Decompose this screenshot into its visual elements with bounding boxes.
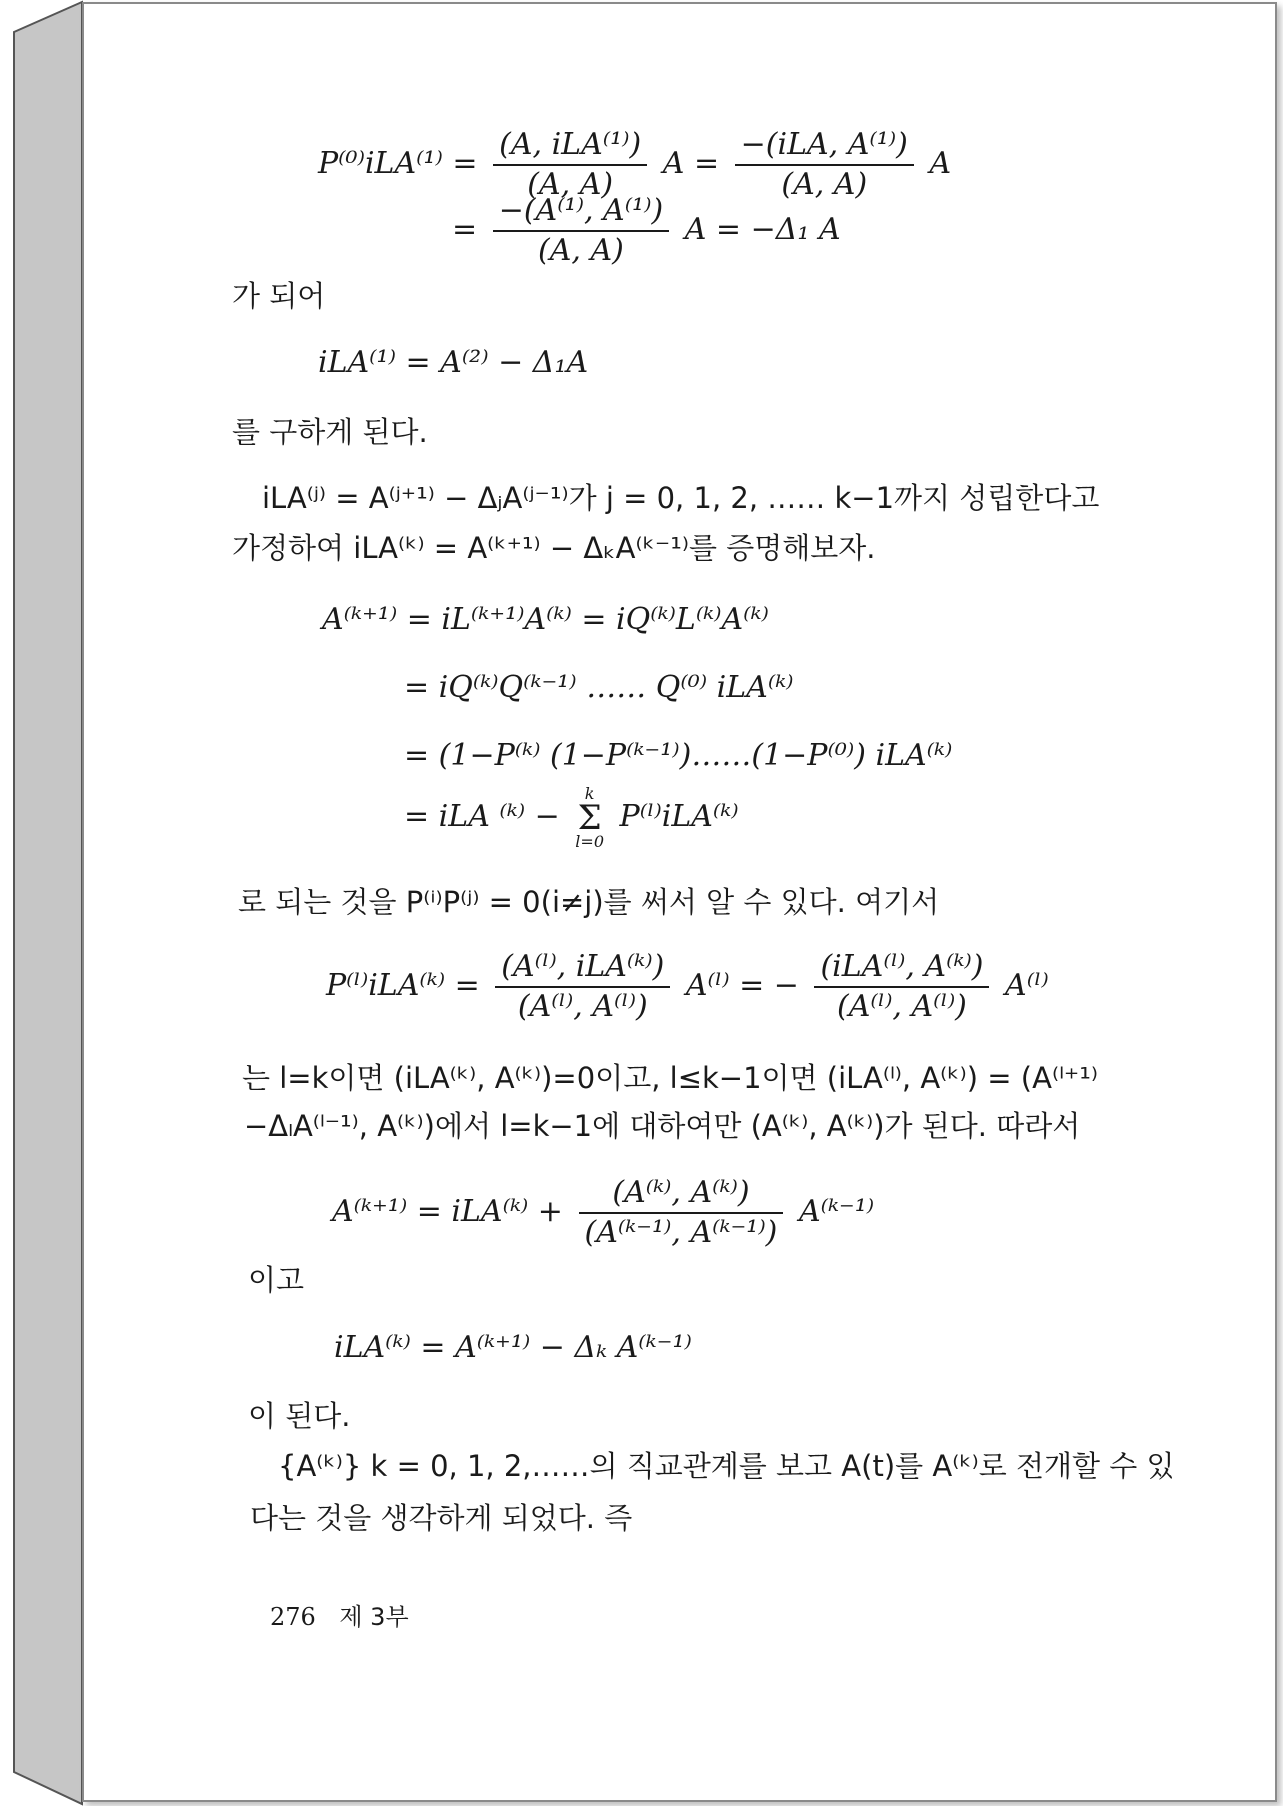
- eq1b-tail: A = −Δ₁ A: [684, 212, 841, 247]
- sum-lower-limit: l=0: [575, 832, 604, 851]
- sum-upper-limit: k: [584, 784, 595, 803]
- eq4-frac1-denominator: (A⁽ˡ⁾, A⁽ˡ⁾): [517, 989, 648, 1024]
- eq5-lhs: A⁽ᵏ⁺¹⁾ = iLA⁽ᵏ⁾ +: [332, 1194, 563, 1229]
- eq4-mid: A⁽ˡ⁾ = −: [685, 968, 799, 1003]
- eq1-frac2-numerator: −(iLA, A⁽¹⁾): [735, 128, 914, 166]
- eq5-fraction: [579, 1176, 784, 1250]
- eq4-tail: A⁽ˡ⁾: [1005, 968, 1049, 1003]
- text-guhage: 를 구하게 된다.: [232, 415, 428, 449]
- eq1b-numerator: −(A⁽¹⁾, A⁽¹⁾): [493, 194, 669, 232]
- eq4-fraction-1: [495, 950, 670, 1024]
- eq4-lhs: P⁽ˡ⁾iLA⁽ᵏ⁾ =: [326, 968, 480, 1003]
- equation-3-line-1: A⁽ᵏ⁺¹⁾ = iL⁽ᵏ⁺¹⁾A⁽ᵏ⁾ = iQ⁽ᵏ⁾L⁽ᵏ⁾A⁽ᵏ⁾: [322, 602, 769, 637]
- eq5-tail: A⁽ᵏ⁻¹⁾: [798, 1194, 875, 1229]
- equation-3-line-3: = (1−P⁽ᵏ⁾ (1−P⁽ᵏ⁻¹⁾)……(1−P⁽⁰⁾) iLA⁽ᵏ⁾: [404, 738, 953, 773]
- equation-5: [332, 1176, 874, 1250]
- page-footer: [270, 1598, 409, 1635]
- eq4-frac2-numerator: (iLA⁽ˡ⁾, A⁽ᵏ⁾): [814, 950, 989, 988]
- equation-1-line-2: [452, 194, 841, 268]
- equation-2: iLA⁽¹⁾ = A⁽²⁾ − Δ₁A: [318, 345, 589, 380]
- text-igo: 이고: [248, 1263, 305, 1297]
- text-idoenda: 이 된다.: [248, 1399, 351, 1433]
- eq1b-fraction: [493, 194, 669, 268]
- paragraph-1-line-1: iLA⁽ʲ⁾ = A⁽ʲ⁺¹⁾ − ΔⱼA⁽ʲ⁻¹⁾가 j = 0, 1, 2, …… k−1까지 성립한다고: [262, 481, 1100, 515]
- eq1-frac1-numerator: (A, iLA⁽¹⁾): [493, 128, 647, 166]
- eq1b-denominator: (A, A): [538, 233, 624, 268]
- paragraph-2: 로 되는 것을 P⁽ⁱ⁾P⁽ʲ⁾ = 0(i≠j)를 써서 알 수 있다. 여기서: [238, 885, 940, 919]
- eq3-l4-left: = iLA ⁽ᵏ⁾ −: [404, 799, 560, 834]
- eq1b-equals: =: [452, 212, 478, 247]
- eq1-lhs: P⁽⁰⁾iLA⁽¹⁾ =: [318, 146, 478, 181]
- eq5-denominator: (A⁽ᵏ⁻¹⁾, A⁽ᵏ⁻¹⁾): [584, 1215, 778, 1250]
- summation: [575, 786, 604, 850]
- page-number: 276: [270, 1603, 316, 1631]
- eq1-frac2-denominator: (A, A): [781, 167, 868, 202]
- eq1-frac1-denominator: (A, A): [527, 167, 614, 202]
- eq4-fraction-2: [814, 950, 989, 1024]
- paragraph-3-line-1: 는 l=k이면 (iLA⁽ᵏ⁾, A⁽ᵏ⁾)=0이고, l≤k−1이면 (iLA⁽ˡ⁾, A⁽ᵏ⁾) = (A⁽ˡ⁺¹⁾: [242, 1061, 1098, 1095]
- book-spine: [0, 0, 90, 1806]
- paragraph-1-line-2: 가정하여 iLA⁽ᵏ⁾ = A⁽ᵏ⁺¹⁾ − ΔₖA⁽ᵏ⁻¹⁾를 증명해보자.: [232, 531, 876, 565]
- sigma-symbol: Σ: [577, 798, 602, 838]
- equation-3-line-4: [404, 786, 739, 850]
- eq1-mid: A =: [662, 146, 720, 181]
- paragraph-4-line-1: {A⁽ᵏ⁾} k = 0, 1, 2,……의 직교관계를 보고 A(t)를 A⁽ᵏ⁾로 전개할 수 있: [278, 1449, 1175, 1483]
- equation-4: [326, 950, 1049, 1024]
- eq5-numerator: (A⁽ᵏ⁾, A⁽ᵏ⁾): [579, 1176, 784, 1214]
- eq4-frac1-numerator: (A⁽ˡ⁾, iLA⁽ᵏ⁾): [495, 950, 670, 988]
- equation-1-line-1: [318, 128, 951, 202]
- paragraph-3-line-2: −ΔₗA⁽ˡ⁻¹⁾, A⁽ᵏ⁾)에서 l=k−1에 대하여만 (A⁽ᵏ⁾, A⁽ᵏ⁾)가 된다. 따라서: [244, 1109, 1081, 1143]
- eq1-fraction-1: [493, 128, 647, 202]
- equation-3-line-2: = iQ⁽ᵏ⁾Q⁽ᵏ⁻¹⁾ …… Q⁽⁰⁾ iLA⁽ᵏ⁾: [404, 670, 794, 705]
- part-label: 제 3부: [339, 1603, 409, 1631]
- paragraph-4-line-2: 다는 것을 생각하게 되었다. 즉: [250, 1501, 633, 1535]
- eq3-l4-right: P⁽ˡ⁾iLA⁽ᵏ⁾: [619, 799, 739, 834]
- text-gadoe: 가 되어: [232, 279, 326, 313]
- eq1-tail: A: [929, 146, 952, 181]
- eq1-fraction-2: [735, 128, 914, 202]
- eq4-frac2-denominator: (A⁽ˡ⁾, A⁽ˡ⁾): [837, 989, 967, 1024]
- equation-6: iLA⁽ᵏ⁾ = A⁽ᵏ⁺¹⁾ − Δₖ A⁽ᵏ⁻¹⁾: [334, 1330, 692, 1365]
